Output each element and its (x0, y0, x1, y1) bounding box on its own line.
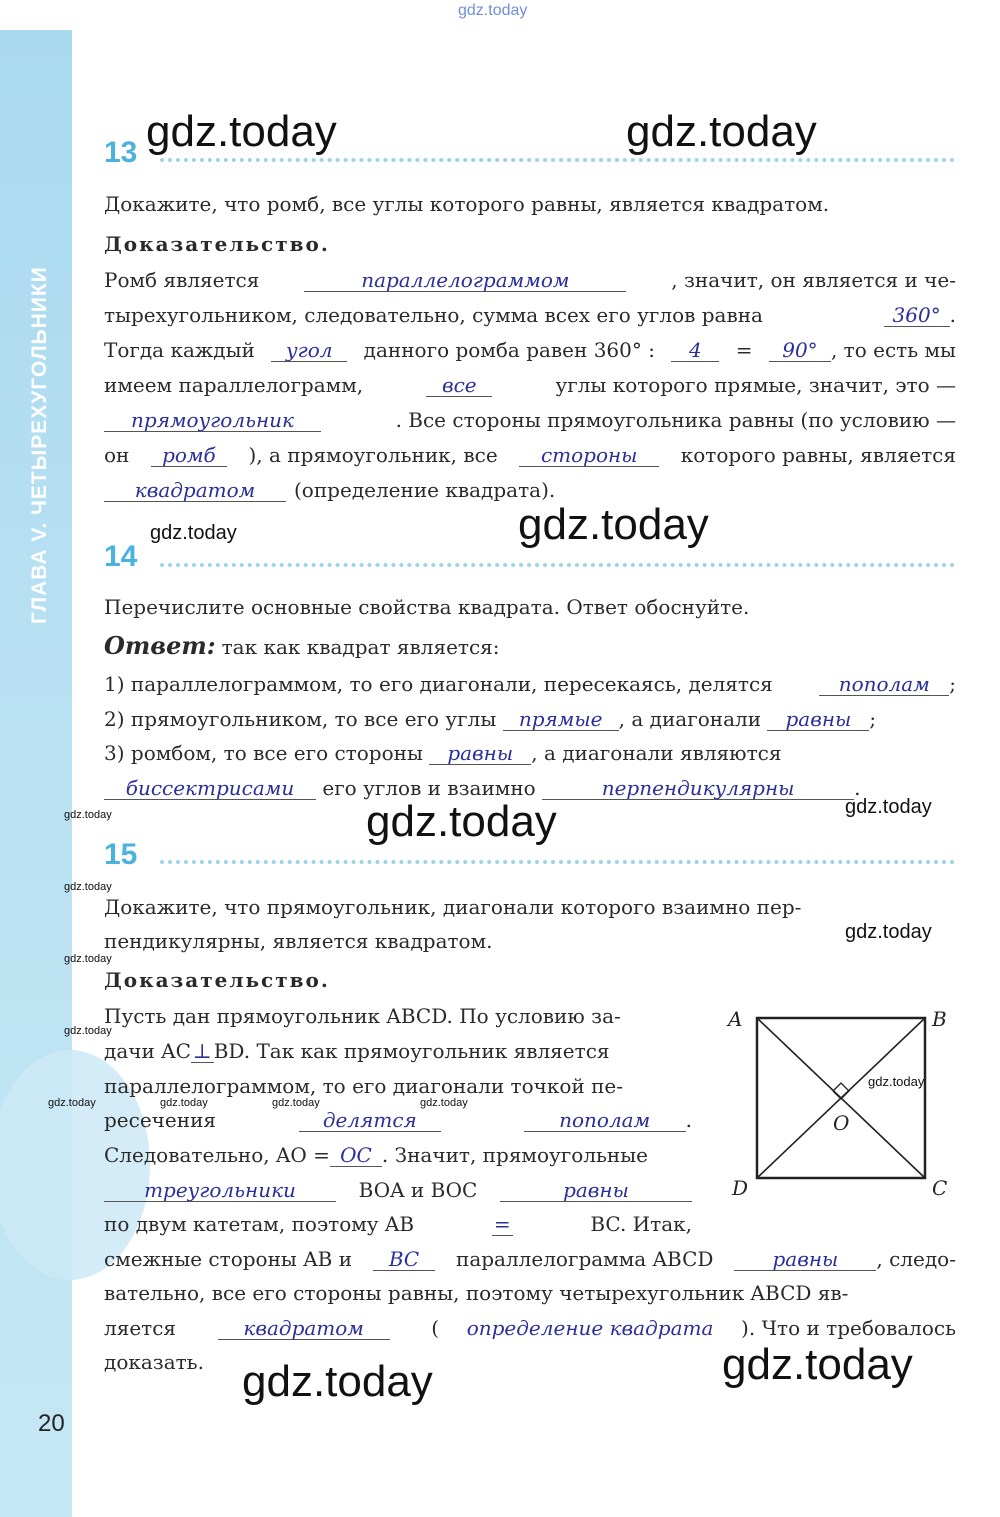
task15-line (104, 1110, 692, 1132)
watermark: gdz.today (272, 1097, 320, 1109)
task15-line: Пусть дан прямоугольник ABCD. По условию за- (104, 1004, 621, 1028)
handwritten-answer: треугольники (104, 1180, 336, 1202)
text: ). Что и требовалось (741, 1316, 956, 1340)
text: ( (431, 1316, 440, 1340)
watermark: gdz.today (626, 107, 817, 156)
text: . Значит, прямоугольные (381, 1143, 648, 1167)
square-diagram (720, 1000, 970, 1200)
watermark: gdz.today (150, 522, 237, 544)
handwritten-answer: перпендикулярны (542, 778, 854, 800)
text: , значит, он является и че- (671, 268, 956, 292)
text: , а диагонали (618, 707, 762, 731)
handwritten-answer: угол (271, 340, 347, 362)
text: . (685, 1108, 692, 1132)
watermark: gdz.today (146, 107, 337, 156)
task15-line (104, 1145, 692, 1167)
text: тырехугольником, следовательно, сумма всех его углов равна (104, 303, 763, 327)
handwritten-answer: прямоугольник (104, 410, 321, 432)
task15-line: параллелограммом, то его диагонали точкой пе- (104, 1074, 623, 1098)
text: его углов и взаимно (322, 776, 536, 800)
watermark: gdz.today (366, 797, 557, 846)
task13-line (104, 480, 555, 502)
text: BD. Так как прямоугольник является (213, 1039, 610, 1063)
watermark: gdz.today (64, 809, 112, 821)
text: = (735, 338, 753, 362)
vertex-label-d: D (732, 1176, 749, 1200)
center-label-o: O (833, 1111, 850, 1135)
handwritten-answer: пополам (819, 674, 949, 696)
text: 3) ромбом, то все его стороны (104, 741, 423, 765)
task-divider (160, 158, 955, 162)
vertex-label-c: C (932, 1176, 948, 1200)
handwritten-answer: 4 (671, 340, 719, 362)
handwritten-answer: равны (767, 709, 869, 731)
handwritten-answer: квадратом (218, 1318, 390, 1340)
task15-line (104, 1041, 692, 1063)
text: ресечения (104, 1108, 217, 1132)
answer-label: Ответ: (104, 631, 216, 660)
watermark: gdz.today (845, 796, 932, 818)
text: данного ромба равен 360° : (363, 338, 655, 362)
handwritten-answer: равны (734, 1249, 876, 1271)
text: Тогда каждый (104, 338, 255, 362)
handwritten-answer: прямые (503, 709, 619, 731)
text: Ромб является (104, 268, 260, 292)
watermark: gdz.today (48, 1097, 96, 1109)
handwritten-answer: = (493, 1212, 511, 1236)
task15-line (104, 1318, 956, 1340)
handwritten-answer: стороны (519, 445, 659, 467)
handwritten-answer: ⊥ (192, 1039, 212, 1063)
text: ляется (104, 1316, 177, 1340)
handwritten-answer: 90° (769, 340, 831, 362)
task-number-13: 13 (104, 136, 138, 169)
chapter-sidebar (0, 30, 72, 1517)
handwritten-answer: квадратом (104, 480, 286, 502)
task13-proof-heading: Доказательство. (104, 232, 330, 256)
handwritten-answer: OC (330, 1145, 382, 1167)
watermark: gdz.today (64, 953, 112, 965)
text: . Все стороны прямоугольника равны (по условию — (395, 408, 956, 432)
task15-proof-heading: Доказательство. (104, 968, 330, 992)
task14-line (104, 743, 781, 765)
text: ), а прямоугольник, все (248, 443, 498, 467)
task15-line (104, 1180, 692, 1202)
task15-statement: пендикулярны, является квадратом. (104, 929, 493, 953)
text: смежные стороны AB и (104, 1247, 353, 1271)
task-divider (160, 860, 955, 864)
task13-line (104, 270, 956, 292)
task15-line (104, 1214, 692, 1236)
text: он (104, 443, 130, 467)
watermark: gdz.today (518, 500, 709, 549)
handwritten-answer: определение квадрата (466, 1316, 714, 1340)
text: так как квадрат является: (221, 635, 500, 659)
task14-line (104, 674, 956, 696)
task14-line (104, 778, 860, 800)
task14-answer-intro (104, 631, 500, 660)
text: BC. Итак, (590, 1212, 692, 1236)
text: ; (869, 707, 877, 731)
chapter-label: ГЛАВА V. ЧЕТЫРЕХУГОЛЬНИКИ (28, 266, 51, 624)
watermark: gdz.today (64, 881, 112, 893)
handwritten-answer: равны (429, 743, 531, 765)
right-angle-mark (833, 1083, 849, 1099)
handwritten-answer: равны (500, 1180, 692, 1202)
vertex-label-b: B (932, 1007, 947, 1031)
text: . (949, 303, 956, 327)
task-number-14: 14 (104, 540, 138, 573)
task14-statement: Перечислите основные свойства квадрата. Ответ обоснуйте. (104, 595, 750, 619)
watermark: gdz.today (458, 2, 528, 19)
handwritten-answer: биссектрисами (104, 778, 316, 800)
text: которого равны, является (680, 443, 956, 467)
text: имеем параллелограмм, (104, 373, 364, 397)
task15-line: доказать. (104, 1350, 204, 1374)
text: , следо- (876, 1247, 956, 1271)
watermark: gdz.today (160, 1097, 208, 1109)
task13-line (104, 305, 956, 327)
task13-statement: Докажите, что ромб, все углы которого равны, является квадратом. (104, 192, 830, 216)
text: ; (949, 672, 956, 696)
task15-line: вательно, все его стороны равны, поэтому четырехугольник ABCD яв- (104, 1281, 849, 1305)
watermark: gdz.today (64, 1025, 112, 1037)
task13-line (104, 340, 956, 362)
watermark: gdz.today (420, 1097, 468, 1109)
handwritten-answer: 360° (884, 305, 950, 327)
text: углы которого прямые, значит, это — (555, 373, 956, 397)
watermark: gdz.today (722, 1340, 913, 1389)
text: (определение квадрата). (294, 478, 556, 502)
task-number-15: 15 (104, 838, 138, 871)
watermark: gdz.today (845, 921, 932, 943)
watermark: gdz.today (242, 1357, 433, 1406)
text: , а диагонали являются (531, 741, 782, 765)
task15-line (104, 1249, 956, 1271)
text: 1) параллелограммом, то его диагонали, пересекаясь, делятся (104, 672, 773, 696)
handwritten-answer: пополам (524, 1110, 686, 1132)
watermark: gdz.today (868, 1074, 925, 1089)
task13-line (104, 375, 956, 397)
text: Следовательно, AO = (104, 1143, 330, 1167)
text: . (854, 776, 861, 800)
task13-line (104, 445, 956, 467)
handwritten-answer: параллелограммом (304, 270, 626, 292)
text: , то есть мы (830, 338, 956, 362)
text: дачи AC (104, 1039, 191, 1063)
page-number: 20 (38, 1410, 65, 1437)
task13-line (104, 410, 956, 432)
text: BOA и BOC (358, 1178, 478, 1202)
task14-line (104, 709, 876, 731)
handwritten-answer: ромб (151, 445, 227, 467)
handwritten-answer: BC (373, 1249, 435, 1271)
task15-statement: Докажите, что прямоугольник, диагонали которого взаимно пер- (104, 895, 802, 919)
handwritten-answer: все (426, 375, 492, 397)
handwritten-answer: делятся (299, 1110, 441, 1132)
text: по двум катетам, поэтому AB (104, 1212, 415, 1236)
text: 2) прямоугольником, то все его углы (104, 707, 497, 731)
text: параллелограмма ABCD (456, 1247, 714, 1271)
task-divider (160, 563, 955, 567)
vertex-label-a: A (728, 1007, 743, 1031)
